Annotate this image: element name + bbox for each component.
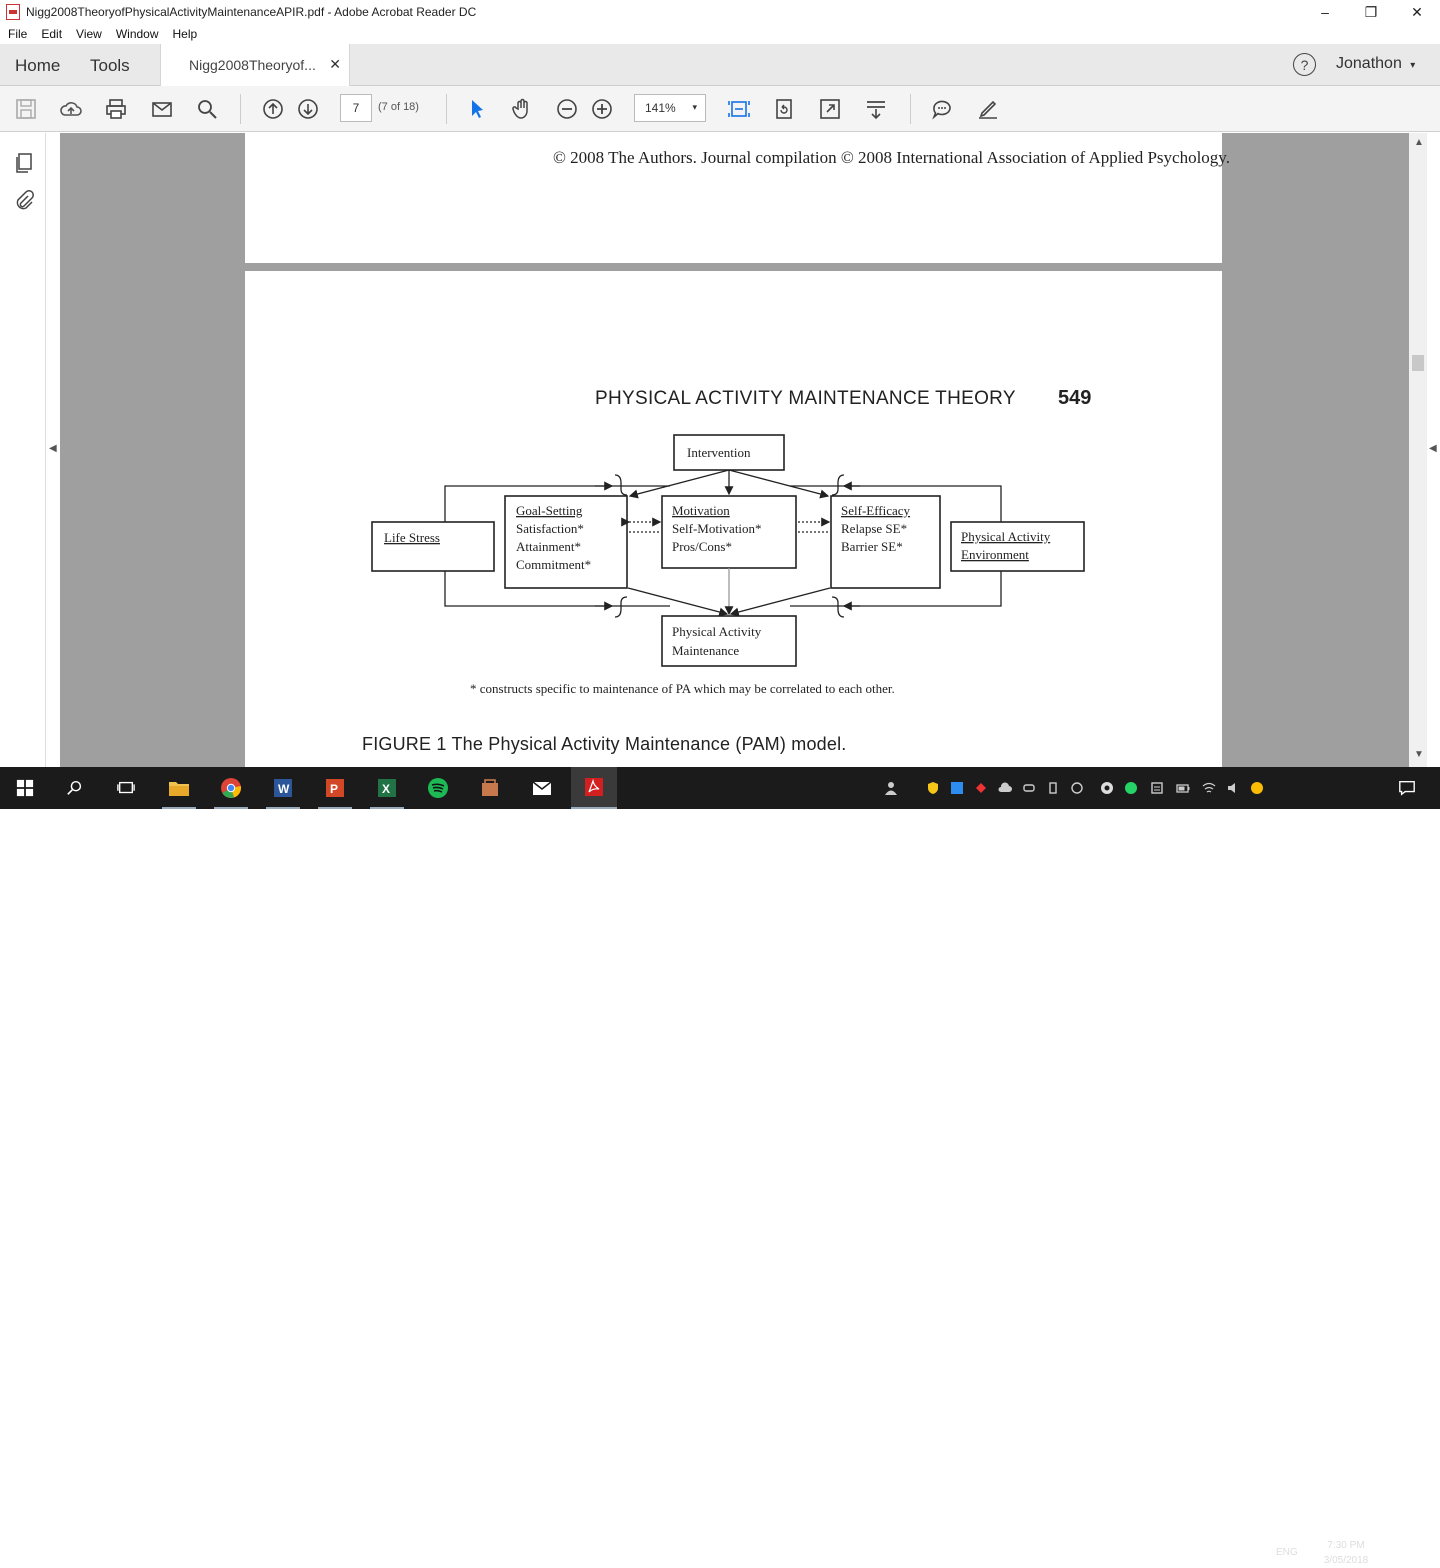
- battery-icon[interactable]: [1176, 781, 1190, 795]
- notes-tray-icon[interactable]: [1150, 781, 1164, 795]
- goal-setting-item: Attainment*: [516, 539, 581, 554]
- pa-environment-label: Physical Activity: [961, 529, 1051, 544]
- spotify-icon[interactable]: [425, 775, 451, 801]
- people-icon[interactable]: [884, 781, 898, 795]
- goal-setting-title: Goal-Setting: [516, 503, 583, 518]
- document-viewer[interactable]: [60, 133, 1409, 767]
- running-head: PHYSICAL ACTIVITY MAINTENANCE THEORY: [595, 388, 1016, 409]
- zoom-out-icon[interactable]: [555, 97, 579, 121]
- notifications-icon[interactable]: [1394, 775, 1420, 801]
- powerpoint-icon[interactable]: [322, 775, 348, 801]
- scroll-down-arrow-icon[interactable]: ▼: [1414, 749, 1424, 760]
- goal-setting-item: Commitment*: [516, 557, 592, 572]
- zoom-value: 141%: [645, 101, 676, 115]
- tab-document[interactable]: [160, 44, 350, 86]
- motivation-item: Pros/Cons*: [672, 539, 732, 554]
- clock-time: 7:30 PM: [1327, 1540, 1365, 1551]
- life-stress-label: Life Stress: [384, 530, 440, 545]
- next-page-icon[interactable]: [296, 97, 320, 121]
- toolbar-divider: [910, 94, 911, 124]
- toolbar: [0, 86, 1440, 132]
- whatsapp-tray-icon[interactable]: [1124, 781, 1138, 795]
- chrome-icon[interactable]: [218, 775, 244, 801]
- sign-pen-icon[interactable]: [976, 97, 1000, 121]
- tray-util-icon[interactable]: [1022, 781, 1036, 795]
- help-icon[interactable]: ?: [1293, 53, 1316, 76]
- user-menu[interactable]: [1336, 55, 1415, 73]
- tab-home[interactable]: Home: [15, 56, 61, 75]
- input-language[interactable]: ENG: [1276, 1547, 1298, 1558]
- tray-settings-icon[interactable]: [1070, 781, 1084, 795]
- app-store-icon[interactable]: [477, 775, 503, 801]
- pam-model-diagram: [360, 428, 1100, 678]
- motivation-item: Self-Motivation*: [672, 521, 762, 536]
- volume-icon[interactable]: [1226, 781, 1240, 795]
- title-bar: [0, 0, 1440, 24]
- chevron-down-icon: ▾: [1410, 60, 1416, 71]
- wifi-icon[interactable]: [1202, 781, 1216, 795]
- svg-text:W: W: [278, 782, 290, 796]
- svg-text:X: X: [382, 782, 391, 796]
- page-number-input[interactable]: 7: [340, 94, 372, 122]
- hand-tool-icon[interactable]: [510, 97, 534, 121]
- file-explorer-icon[interactable]: [166, 775, 192, 801]
- clock-date: 3/05/2018: [1323, 1555, 1369, 1566]
- minimize-button[interactable]: –: [1321, 4, 1329, 20]
- self-efficacy-item: Relapse SE*: [841, 521, 908, 536]
- page-thumbnails-icon[interactable]: [12, 151, 36, 175]
- menu-edit[interactable]: Edit: [41, 27, 63, 41]
- acrobat-reader-icon[interactable]: [571, 767, 617, 809]
- left-panel-toggle[interactable]: [46, 133, 60, 767]
- chrome-tray-icon[interactable]: [1100, 781, 1114, 795]
- scroll-thumb[interactable]: [1412, 355, 1424, 371]
- self-efficacy-title: Self-Efficacy: [841, 503, 911, 518]
- taskbar-clock[interactable]: [1316, 1538, 1376, 1568]
- figure-footnote: * constructs specific to maintenance of PA which may be correlated to each other.: [470, 681, 895, 696]
- motivation-title: Motivation: [672, 503, 730, 518]
- self-efficacy-item: Barrier SE*: [841, 539, 903, 554]
- window-controls: [1302, 0, 1440, 24]
- menu-bar: [0, 24, 1440, 44]
- figure-caption: FIGURE 1 The Physical Activity Maintenance (PAM) model.: [362, 734, 847, 754]
- save-icon[interactable]: [14, 97, 38, 121]
- page-count: (7 of 18): [378, 101, 419, 113]
- collapse-left-arrow-icon: ◀: [49, 443, 57, 454]
- menu-view[interactable]: View: [76, 27, 102, 41]
- menu-file[interactable]: File: [8, 27, 28, 41]
- windows-start-icon[interactable]: [12, 775, 38, 801]
- pdf-page-previous: [245, 133, 1230, 263]
- onedrive-tray-icon[interactable]: [950, 781, 964, 795]
- chrome-sync-tray-icon[interactable]: [1250, 781, 1264, 795]
- window-title: Nigg2008TheoryofPhysicalActivityMaintenanceAPIR.pdf - Adobe Acrobat Reader DC: [26, 5, 477, 19]
- previous-page-icon[interactable]: [261, 97, 285, 121]
- tray-app-icon[interactable]: [974, 781, 988, 795]
- pa-environment-label: Environment: [961, 547, 1029, 562]
- cloud-tray-icon[interactable]: [998, 781, 1012, 795]
- task-view-icon[interactable]: [113, 775, 139, 801]
- maximize-button[interactable]: ❐: [1364, 3, 1378, 20]
- rotate-page-icon[interactable]: [772, 97, 796, 121]
- expand-right-panel-arrow-icon: ◀: [1429, 443, 1437, 454]
- user-name: Jonathon: [1336, 55, 1402, 72]
- close-window-button[interactable]: ✕: [1411, 3, 1423, 20]
- usb-tray-icon[interactable]: [1046, 781, 1060, 795]
- left-panel: [0, 133, 46, 767]
- menu-help[interactable]: Help: [172, 27, 198, 41]
- pdf-file-icon: [6, 4, 20, 20]
- chevron-down-icon: ▾: [692, 102, 697, 112]
- scroll-up-arrow-icon[interactable]: ▲: [1414, 137, 1424, 148]
- attachment-paperclip-icon[interactable]: [12, 189, 36, 213]
- toolbar-divider: [240, 94, 241, 124]
- security-shield-icon[interactable]: [926, 781, 940, 795]
- toolbar-divider: [446, 94, 447, 124]
- scroll-mode-icon[interactable]: [864, 97, 888, 121]
- svg-text:P: P: [330, 782, 339, 796]
- intervention-label: Intervention: [687, 445, 751, 460]
- email-icon[interactable]: [150, 97, 174, 121]
- goal-setting-item: Satisfaction*: [516, 521, 584, 536]
- close-tab-icon[interactable]: ✕: [329, 56, 341, 72]
- windows-taskbar: [0, 767, 1440, 1566]
- word-icon[interactable]: [270, 775, 296, 801]
- pa-maintenance-label: Maintenance: [672, 643, 740, 658]
- select-cursor-icon[interactable]: [465, 97, 489, 121]
- tab-tools[interactable]: Tools: [90, 56, 130, 75]
- copyright-notice: © 2008 The Authors. Journal compilation © 2008 International Association of Applied Psychology.: [553, 148, 1230, 167]
- print-icon[interactable]: [104, 97, 128, 121]
- zoom-select[interactable]: [634, 94, 706, 122]
- document-tab-label: Nigg2008Theoryof...: [189, 57, 316, 73]
- pa-maintenance-label: Physical Activity: [672, 624, 762, 639]
- full-screen-icon[interactable]: [818, 97, 842, 121]
- search-icon[interactable]: [195, 97, 219, 121]
- search-icon[interactable]: [62, 775, 88, 801]
- menu-window[interactable]: Window: [115, 27, 159, 41]
- cloud-upload-icon[interactable]: [59, 97, 83, 121]
- mail-icon[interactable]: [529, 775, 555, 801]
- right-panel-toggle[interactable]: [1427, 133, 1440, 767]
- zoom-in-icon[interactable]: [590, 97, 614, 121]
- fit-width-icon[interactable]: [727, 97, 751, 121]
- comment-icon[interactable]: [930, 97, 954, 121]
- page-number: 549: [1058, 387, 1092, 409]
- excel-icon[interactable]: [374, 775, 400, 801]
- vertical-scrollbar[interactable]: [1409, 133, 1427, 767]
